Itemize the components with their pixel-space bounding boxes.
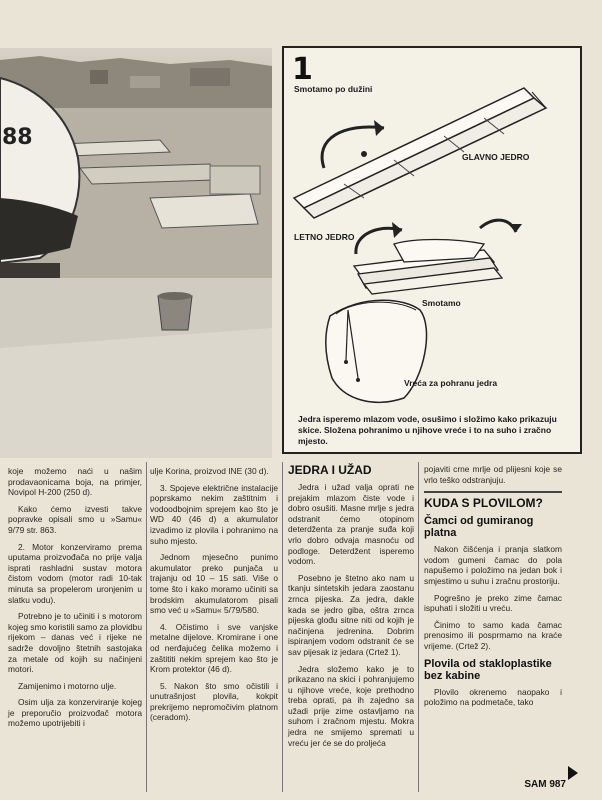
harbor-photo: [0, 48, 272, 458]
text-column-3: [288, 464, 414, 754]
continue-arrow-icon: [568, 766, 578, 780]
section-heading-where: KUDA S PLOVILOM?: [424, 496, 543, 511]
paragraph: Kako ćemo izvesti takve popravke opisali smo u »Samu« 9/79 str. 863.: [8, 503, 142, 535]
sail-drawings: [284, 48, 580, 452]
paragraph: Jednom mjesečno punimo akumulator preko punjača u trajanju od 10 – 15 sati. Više o tome što i kako moramo učiniti sa brodskim akumulatorom pisali smo već u »Samu« 5/79/580.: [150, 552, 278, 616]
svg-text:88: 88: [2, 125, 33, 150]
paragraph: 5. Nakon što smo očistili i unutrašnjost plovila, kokpit prekrijemo nepromočivim platnom (ceradom).: [150, 680, 278, 723]
paragraph: Pogrešno je preko zime čamac ispuhati i složiti u vreću.: [424, 592, 562, 614]
paragraph: 4. Očistimo i sve vanjske metalne dijelove. Kromirane i one od nerđajućeg čelika možemo i zaštititi nekim sprejem kao što je Krom protektor (46 d).: [150, 621, 278, 675]
label-sail-bag: Vreća za pohranu jedra: [404, 378, 498, 388]
paragraph: ulje Korina, proizvod INE (30 d).: [150, 466, 269, 476]
label-rolled: Smotamo: [422, 298, 461, 308]
paragraph: Osim ulja za konzerviranje kojeg je preporučio proizvođač motora možemo upotrijebiti i: [8, 697, 142, 729]
subheading-fiberglass-boats: Plovila od stakloplastike bez kabine: [424, 657, 552, 682]
storage-section: [424, 491, 562, 708]
paragraph: pojaviti crne mrlje od plijesni koje se vrlo teško odstranjuju.: [424, 464, 562, 485]
paragraph: Činimo to samo kada čamac prenosimo ili posprmamo na kraće vrijeme. (Crtež 2).: [424, 619, 562, 651]
label-fold-lengthwise: Smotamo po dužini: [294, 84, 373, 94]
sail-folding-illustration: [282, 46, 582, 454]
column-divider: [146, 462, 147, 792]
paragraph: Jedra i užad valja oprati ne prejakim mlazom čiste vode i dobro osušiti. Masne mrlje s jedra odstranit ćemo otopinom deterdženta za pranje suđa koji vrlo dobro odvaja masnoću od podloge. Deterdžent isperemo vodom.: [288, 482, 414, 567]
paragraph: Zamijenimo i motorno ulje.: [18, 680, 117, 691]
harbor-photo-drawing: [0, 48, 272, 458]
column-divider: [282, 462, 283, 792]
subheading-rubber-boats: Čamci od gumiranog platna: [424, 515, 534, 540]
label-jib: LETNO JEDRO: [294, 232, 355, 242]
text-column-4: [424, 464, 562, 714]
text-column-2: [150, 466, 278, 729]
step-number: 1: [292, 52, 313, 87]
section-heading-sails: JEDRA I UŽAD: [288, 463, 372, 477]
text-column-1: [8, 466, 142, 735]
paragraph: koje možemo naći u našim prodavaonicama boja, na primjer, Novipol H-200 (250 d).: [8, 466, 142, 498]
label-mainsail: GLAVNO JEDRO: [462, 152, 530, 162]
illustration-caption: Jedra isperemo mlazom vode, osušimo i složimo kako prikazuju skice. Složena pohranimo u njihove vreće i to na suho i zračno mjesto.: [298, 414, 557, 446]
paragraph: 3. Spojeve električne instalacije poprskamo nekim zaštitnim i vodoodbojnim sprejem kao što je WD 40 (46 d) a akumulator izvadimo iz plovila i pohranimo na suho mjesto.: [150, 482, 278, 546]
paragraph: Jedra složemo kako je to prikazano na skici i pohranjujemo u njihove vreće, koje prethodno treba oprati, pa ih zajedno sa užadi prije zime ostavljamo na suhom i zračnom mjestu. Mokra jedra ne smijemo spremati u vreću jer će se do proljeća: [288, 663, 414, 748]
paragraph: Posebno je štetno ako nam u tkanju sintetskih jedara zaostanu zrnca pijeska. Za jedra, dakle kada se jedro giba, oštra zrnca pijeska glođu sitne niti od kojih je načinjena jedrenina. Dobrim ispiranjem vodom odstranit će se sav pijesak iz jedara (Crtež 1).: [288, 572, 414, 657]
page-footer: SAM 987: [524, 779, 566, 790]
paragraph: Nakon čišćenja i pranja slatkom vodom gumeni čamac do pola napušemo i položimo na jedan bok i smjestimo u suhu i zračnu prostoriju.: [424, 544, 562, 586]
paragraph: Plovilo okrenemo naopako i položimo na podmetače, tako: [424, 686, 562, 708]
column-divider: [418, 462, 419, 792]
paragraph: Potrebno je to učiniti i s motorom kojeg smo koristili samo za plovidbu rijekom – danas već i rijeke ne sadrže dovoljno štetnih sastojaka za metale od kojih su načinjeni motori.: [8, 611, 142, 675]
paragraph: 2. Motor konzerviramo prema uputama proizvođača no prije valja isprati rashladni sustav motora čistom vodom (motor radi 10-tak minuta sa propelerom uronjenim u slatku vodu).: [8, 541, 142, 605]
